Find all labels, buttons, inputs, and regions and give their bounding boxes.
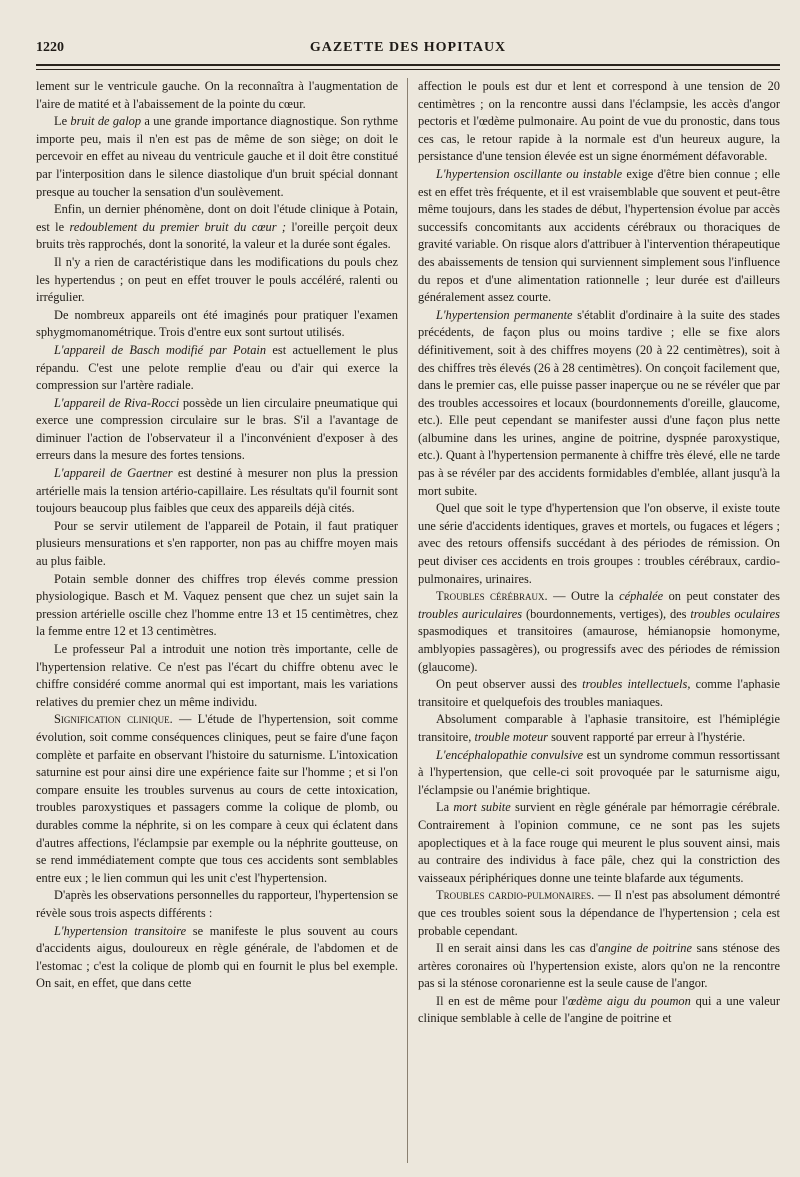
paragraph bbox=[418, 940, 780, 993]
paragraph-text: D'après les observations personnelles du rapporteur, l'hypertension se révèle sous trois aspects différents : bbox=[36, 888, 398, 920]
paragraph-text: survient en règle générale par hémorragie cérébrale. Contrairement à l'opinion commune, ce ne sont pas les sujets apoplectiques et à la face rouge qui meurent le plus souvent ainsi, mais au contraire des individus à face pâle, chez qui la constriction des vaisseaux périphériques donne une teinte blafarde aux téguments. bbox=[418, 800, 780, 885]
paragraph-text: Il en serait ainsi dans les cas d' bbox=[436, 941, 599, 956]
paragraph-text: Il n'y a rien de caractéristique dans les modifications du pouls chez les hypertendus ; on peut en effet trouver le pouls accéléré, ralenti ou irrégulier. bbox=[36, 254, 398, 305]
page-number: 1220 bbox=[36, 40, 64, 55]
paragraph-text: Le bbox=[54, 114, 71, 129]
paragraph-text: (bourdonnements, vertiges), des bbox=[522, 606, 691, 621]
paragraph-text: sans sténose des artères coronaires où l'hypertension existe, alors qu'on ne la rencontre pas si la sténose coronarienne est la seule cause de l'angor. bbox=[418, 941, 780, 991]
paragraph-text: — Il n'est pas absolument démontré que ces troubles soient sous la dépendance de l'hypertension ; cela est probable cependant. bbox=[418, 888, 781, 938]
paragraph-text: Il en est de même pour l' bbox=[436, 993, 568, 1008]
paragraph-text: possède un lien circulaire pneumatique qui exerce une compression circulaire sur le bras. S'il a l'avantage de diminuer l'action de l'observateur il a l'inconvénient d'exposer à des erreurs dans la mesure des fortes tensions. bbox=[36, 395, 399, 463]
paragraph-text: est actuellement le plus répandu. C'est une pelote remplie d'eau ou d'air qui exerce la compression sur l'artère radiale. bbox=[36, 342, 398, 393]
paragraph bbox=[36, 78, 398, 113]
paragraph-text: Absolument comparable à l'aphasie transitoire, est l'hémiplégie transitoire, bbox=[418, 712, 780, 744]
paragraph-text: De nombreux appareils ont été imaginés pour pratiquer l'examen sphygmomanométrique. Trois d'entre eux sont surtout utilisés. bbox=[36, 307, 398, 340]
paragraph-text: est destiné à mesurer non plus la pression artérielle mais la tension artério-capillaire. Les résultats qu'il fournit sont toujours beaucoup plus faibles que ceux des appareils déjà cités. bbox=[36, 466, 399, 516]
paragraph-text: exige d'être bien connue ; elle est en effet très fréquente, et il est vraisemblable que souvent et peut-être même toujours, dans les stades de début, l'hypertension évolue par accès successifs concomitants aux accidents cérébraux ou thoraciques de gravité variable. On risque alors d'attribuer à l'intervention thérapeutique des abaissements de tension qui surviennent simplement sous l'influence du repos et d'une alimentation rationnelle ; leur durée est d'ailleurs généralement assez courte. bbox=[418, 166, 780, 305]
paragraph-text: Enfin, un dernier phénomène, dont on doit l'étude clinique à Potain, est le bbox=[36, 202, 398, 234]
section-heading: Troubles cérébraux. bbox=[436, 589, 548, 604]
section-heading: Troubles cardio-pulmonaires. bbox=[436, 888, 595, 903]
paragraph-text: on peut constater des bbox=[663, 589, 781, 604]
paragraph-text: La bbox=[436, 800, 454, 815]
paragraph-text: Potain semble donner des chiffres trop élevés comme pression physiologique. Basch et M. Vaquez pensent que chez un sujet sain la pression artérielle oscille chez l'homme entre 13 et 15 centimètres, chez la femme entre 12 et 13 centimètres. bbox=[36, 571, 398, 639]
paragraph-text: l'oreille perçoit deux bruits très rapprochés, dont la sonorité, la valeur et la durée sont égales. bbox=[36, 219, 398, 252]
paragraph-text: comme l'aphasie transitoire et quelquefois des troubles maniaques. bbox=[418, 677, 781, 709]
emphasis-text: angine de poitrine bbox=[598, 941, 692, 956]
paragraph bbox=[36, 342, 398, 395]
emphasis-text: L'encéphalopathie convulsive bbox=[436, 747, 584, 762]
emphasis-text: bruit de galop bbox=[70, 114, 142, 129]
emphasis-text: L'appareil de Basch modifié par Potain bbox=[54, 342, 267, 357]
paragraph bbox=[418, 993, 780, 1028]
emphasis-text: troubles auriculaires bbox=[418, 606, 523, 621]
paragraph bbox=[36, 887, 398, 922]
paragraph bbox=[418, 78, 780, 166]
paragraph bbox=[36, 923, 398, 993]
emphasis-text: œdème aigu du poumon bbox=[567, 993, 691, 1008]
paragraph-text: lement sur le ventricule gauche. On la reconnaîtra à l'augmentation de l'aire de matité et à l'abaissement de la pointe du cœur. bbox=[36, 79, 398, 111]
journal-title: GAZETTE DES HOPITAUX bbox=[309, 40, 507, 55]
paragraph bbox=[418, 676, 780, 711]
paragraph-text: spasmodiques et transitoires (amaurose, hémianopsie homonyme, amblyopies passagères), ou progressifs avec des périodes de rémission (glaucome). bbox=[418, 624, 780, 674]
paragraph bbox=[418, 711, 780, 746]
paragraph bbox=[418, 799, 780, 887]
paragraph bbox=[36, 307, 398, 342]
emphasis-text: mort subite bbox=[453, 800, 511, 815]
paragraph bbox=[36, 113, 398, 201]
emphasis-text: trouble moteur bbox=[474, 729, 548, 744]
paragraph-text: — L'étude de l'hypertension, soit comme évolution, soit comme conséquences cliniques, peut se faire d'une façon complète et parfaite en observant l'histoire du saturnisme. L'intoxication saturnine est pour ainsi dire une expérience faite sur l'homme ; et si l'on compare ensuite les troubles survenus au cours de cette intoxication, troubles paroxystiques et passagers comme la colique de plomb, ou durables comme la néphrite, si on les compare à ceux qui éclatent dans d'autres affections, l'éclampsie par exemple ou la néphrite goutteuse, on se rend immédiatement compte que tous ces accidents sont semblables entre eux ; le lien commun qui les unit c'est l'hypertension. bbox=[36, 712, 398, 885]
header-rule-thick bbox=[36, 64, 780, 66]
paragraph-text: Quel que soit le type d'hypertension que l'on observe, il existe toute une série d'accidents identiques, graves et mortels, ou fugaces et légers ; avec des retours offensifs succédant à des périodes de rémission. On peut diviser ces accidents en trois groupes : troubles cérébraux, cardio-pulmonaires, urinaires. bbox=[418, 501, 780, 586]
emphasis-text: redoublement du premier bruit du cœur ; bbox=[69, 219, 287, 234]
paragraph-text: affection le pouls est dur et lent et correspond à une tension de 20 centimètres ; on la rencontre aussi dans l'éclampsie, les accès d'angor pectoris et l'œdème pulmonaire. Au point de vue du pronostic, dans tous ces cas, le retour rapide à la normale est d'un heureux augure, la persistance d'une tension élevée est un signe énormément défavorable. bbox=[418, 79, 780, 164]
paragraph-text: Pour se servir utilement de l'appareil de Potain, il faut pratiquer plusieurs mensurations et s'en rapporter, non pas au chiffre moyen mais au plus faible. bbox=[36, 518, 398, 569]
paragraph-text: souvent rapporté par erreur à l'hystérie. bbox=[547, 729, 746, 744]
right-column bbox=[418, 78, 780, 1028]
emphasis-text: L'hypertension transitoire bbox=[54, 923, 187, 938]
emphasis-text: L'appareil de Riva-Rocci bbox=[54, 395, 180, 410]
paragraph bbox=[36, 641, 398, 711]
paragraph bbox=[418, 747, 780, 800]
paragraph bbox=[36, 571, 398, 641]
paragraph-text: qui a une valeur clinique semblable à celle de l'angine de poitrine et bbox=[418, 993, 780, 1026]
paragraph bbox=[36, 465, 398, 518]
section-heading: Signification clinique. bbox=[54, 712, 173, 727]
emphasis-text: L'appareil de Gaertner bbox=[54, 466, 173, 481]
paragraph bbox=[36, 711, 398, 887]
paragraph bbox=[36, 395, 398, 465]
paragraph bbox=[36, 518, 398, 571]
paragraph-text: — Outre la bbox=[547, 589, 620, 604]
paragraph bbox=[418, 500, 780, 588]
left-column bbox=[36, 78, 398, 993]
paragraph-text: se manifeste le plus souvent au cours d'accidents aigus, douloureux en règle générale, de l'abdomen et de l'estomac ; c'est la colique de plomb qui en fournit le plus bel exemple. On sait, en effet, que dans cette bbox=[36, 923, 398, 991]
paragraph bbox=[418, 887, 780, 940]
paragraph bbox=[36, 254, 398, 307]
emphasis-text: L'hypertension permanente bbox=[436, 307, 573, 322]
header-rule-thin bbox=[36, 69, 780, 70]
paragraph-text: Le professeur Pal a introduit une notion très importante, celle de l'hypertension relative. Ce n'est pas l'écart du chiffre obtenu avec le chiffre considéré comme anormal qui est important, mais les variations relatives du premier chez un même individu. bbox=[36, 642, 398, 709]
emphasis-text: troubles intellectuels, bbox=[582, 677, 691, 692]
column-divider bbox=[407, 78, 408, 1163]
paragraph bbox=[36, 201, 398, 254]
paragraph bbox=[418, 588, 780, 676]
paragraph-text: est un syndrome commun ressortissant à l'hypertension, que celle-ci soit provoquée par le saturnisme aigu, l'éclampsie ou l'anémie brightique. bbox=[418, 747, 780, 797]
paragraph bbox=[418, 166, 780, 307]
page-header bbox=[36, 40, 780, 62]
paragraph-text: a une grande importance diagnostique. Son rythme importe peu, mais il n'en est pas de même de son siège; on doit le percevoir en effet au niveau du ventricule gauche et il doit être constitué par l'interposition dans le silence diastolique d'un bruit spécial donnant presque au toucher la sensation d'un soulèvement. bbox=[36, 114, 398, 199]
emphasis-text: L'hypertension oscillante ou instable bbox=[436, 166, 623, 181]
paragraph-text: On peut observer aussi des bbox=[436, 677, 583, 692]
paragraph bbox=[418, 307, 780, 501]
paragraph-text: s'établit d'ordinaire à la suite des stades précédents, de façon plus ou moins tardive ; elle se fixe alors définitivement, soit à des chiffres moyens (20 à 22 centimètres), soit à des chiffres très élevés (26 à 28 centimètres). On conçoit facilement que, dans le premier cas, elle puisse passer inaperçue ou ne se révéler que par des troubles accessoires et locaux (bourdonnements d'oreille, glaucome, etc.). Elle peut cependant se manifester aussi d'une façon plus nette (albumine dans les urines, angine de poitrine, dyspnée paroxystique, etc.). Quant à l'hypertension permanente à chiffre très élevé, elle ne tarde pas à se révéler par des accidents formidables d'emblée, allant jusqu'à la mort subite. bbox=[418, 307, 780, 498]
emphasis-text: céphalée bbox=[619, 589, 664, 604]
emphasis-text: troubles oculaires bbox=[690, 606, 780, 621]
